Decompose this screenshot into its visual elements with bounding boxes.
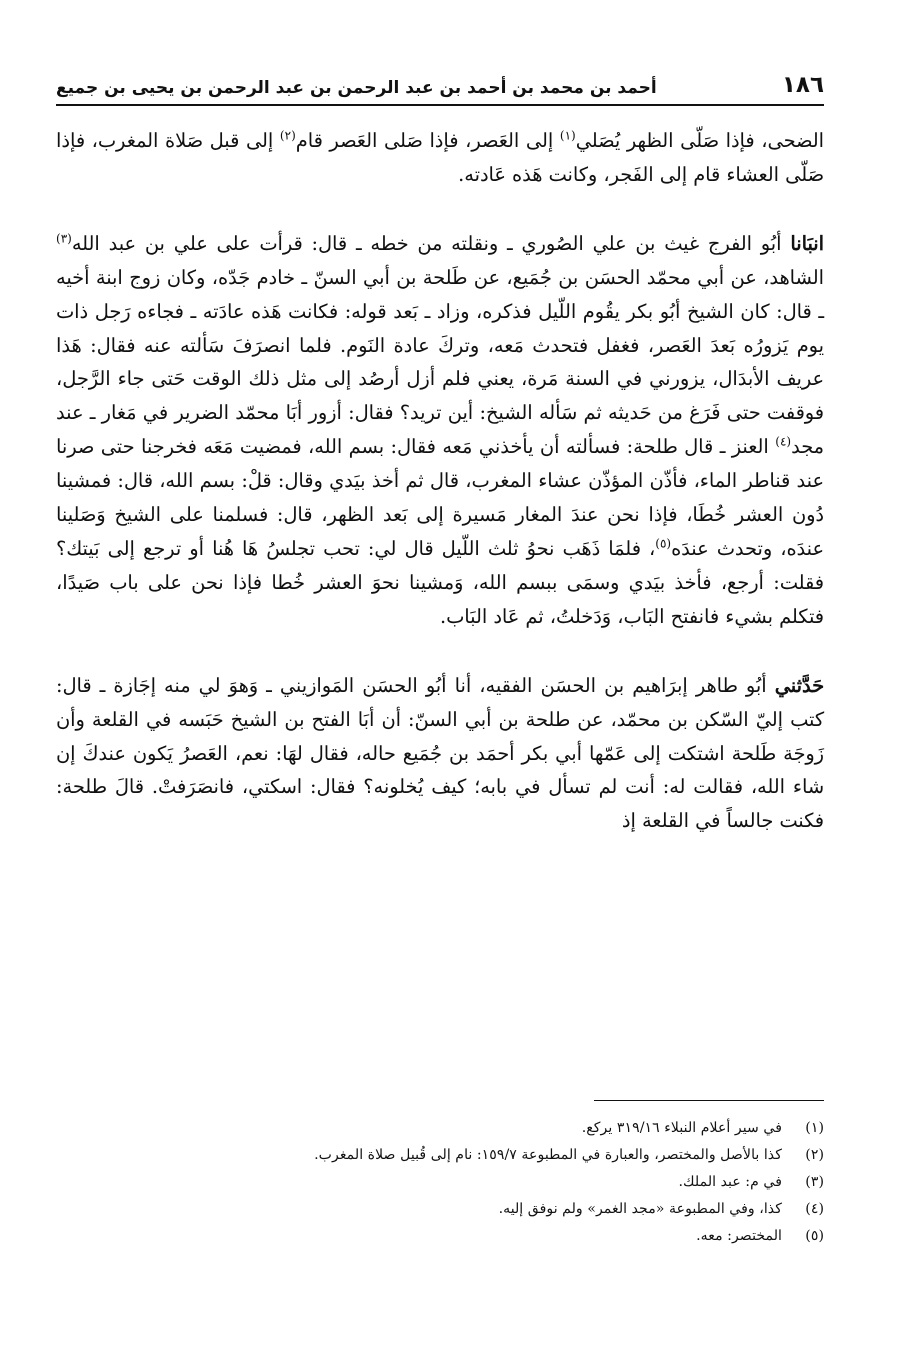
p2-part-b: الشاهد، عن أبي محمّد الحسَن بن جُمَيع، عن طَلحة بن أبي السنّ ـ خادم جَدّه، وكان زوج ابنة أخيه ـ قال: كان الشيخ أبُو بكر يقُوم اللّيل فذكره، وزاد ـ بَعد قوله: فكانت هَذه عادَته ـ فجاءه رَجل ذات يوم يَزورُه بَعدَ العَصر، فغفل فتحدث مَعه، وتركَ عادة النَوم. فلما انصرَفَ سَألته عنه فقال: هَذا عريف الأبدَال، يزورني في السنة مَرة، يعني فلم أزل أرصُد إلى مثل ذلك الوقت حَتى جاء الرَّجل، فوقفت حتى فَرَغ من حَديثه ثم سَأله الشيخ: أين تريد؟ فقال: أزور أبَا محمّد الضرير في مَغار ـ عند مجد [56,265,824,459]
footnote-text: في سير أعلام النبلاء ٣١٩/١٦ يركع. [581,1120,782,1136]
footnote [200,1223,824,1250]
footnote-text: في م: عبد الملك. [678,1174,782,1190]
footnote-ref-5: (٥) [655,536,672,551]
paragraph-2 [56,227,824,634]
p3-text: أبُو طاهر إبرَاهيم بن الحسَن الفقيه، أنا أبُو الحسَن المَوازيني ـ وَهوَ لي منه إجَازة ـ قال: كتب إليّ السّكن بن محمّد، عن طلحة بن أبي السنّ: أن أبَا الفتح بن الشيخ حَبَسه في القلعة وأن زَوجَة طَلحة اشتكت إلى عَمّها أبي بكر أحمَد بن جُمَيع حاله، فقال لهَا: نعم، العَصرُ يَكون عندكَ إن شاء الله، فقالت له: أنت لم تسأل في بابه؛ كيف يُخلونه؟ فقال: اسكتي، فانصَرَفتْ. قالَ طلحة: فكنت جالساً في القلعة إذ [56,673,824,833]
footnote-number: (٥) [805,1228,824,1244]
p2-part-c: العنز ـ قال طلحة: فسألته أن يأخذني مَعه فقال: بسم الله، فمضيت مَعَه فخرجنا حتى صرنا عند قناطر الماء، فأذّن المؤذّن عشاء المغرب، قال ثم أخذ بيَدي وقال: قلْ: بسم الله، قال: فمشينا دُون العشر خُطَا، فإذا نحن عندَ المغار مَسيرة إلى بَعد الظهر، قال: فسلمنا على الشيخ وَصَلينا عندَه، وتحدث عندَه [56,435,825,560]
footnote-text: كذا بالأصل والمختصر، والعبارة في المطبوعة ١٥٩/٧: نام إلى قُبيل صلاة المغرب. [314,1147,782,1163]
footnote-number: (٢) [805,1147,824,1163]
header-rule [56,104,824,106]
paragraph-gap [56,192,824,227]
transmission-term: انبَانا [790,231,825,255]
footnotes [200,1115,824,1250]
p1-line-2: إلى العَصر، فإذا صَلى العَصر قام [295,129,554,152]
p1-line-3: إلى قبل صَلاة المغرب، فإذا صَلّى العشاء قام إلى الفَجر، وكانت هَذه عَادته. [56,129,824,186]
footnote-ref-4: (٤) [775,434,792,449]
footnote-rule [594,1100,824,1101]
footnote-text: المختصر: معه. [696,1228,782,1244]
footnote-text: كذا، وفي المطبوعة «مجد الغمر» ولم نوفق إليه. [498,1201,782,1217]
p1-line-1: الضحى، فإذا صَلّى الظهر يُصَلي [575,129,824,152]
footnote [200,1196,824,1223]
footnote-ref-1: (١) [559,128,576,143]
footnote-number: (١) [805,1120,824,1136]
running-title: أحمد بن محمد بن أحمد بن عبد الرحمن بن عبد الرحمن بن يحيى بن جميع [56,78,657,98]
footnote-ref-2: (٢) [279,128,296,143]
paragraph-1 [56,124,824,192]
transmission-term: حَدَّثني [774,673,824,697]
footnote [200,1142,824,1169]
footnote [200,1169,824,1196]
footnote-number: (٣) [805,1174,824,1190]
main-text [56,124,824,838]
page-number: ١٨٦ [781,72,824,98]
paragraph-gap [56,634,824,669]
footnote-ref-3: (٣) [56,231,72,246]
p2-part-d: ، فلمَا ذَهَب نحوُ ثلث اللّيل قال لي: تحب تجلسُ هَا هُنا أو ترجع إلى بَيتك؟ فقلت: أرجع، فأخذ بيَدي وسمَى ببسم الله، وَمشينا نحوَ العشر خُطا فإذا نحن على باب صَيدًا، فتكلم بشيء فانفتح البَاب، وَدَخلتُ، ثم عَاد البَاب. [56,536,824,628]
footnote-number: (٤) [805,1201,824,1217]
paragraph-3 [56,669,824,839]
page-header [56,58,824,98]
p2-part-a: أبُو الفرج غيث بن علي الصُوري ـ ونقلته من خطه ـ قال: قرأت على علي بن عبد الله [71,231,782,255]
footnote [200,1115,824,1142]
